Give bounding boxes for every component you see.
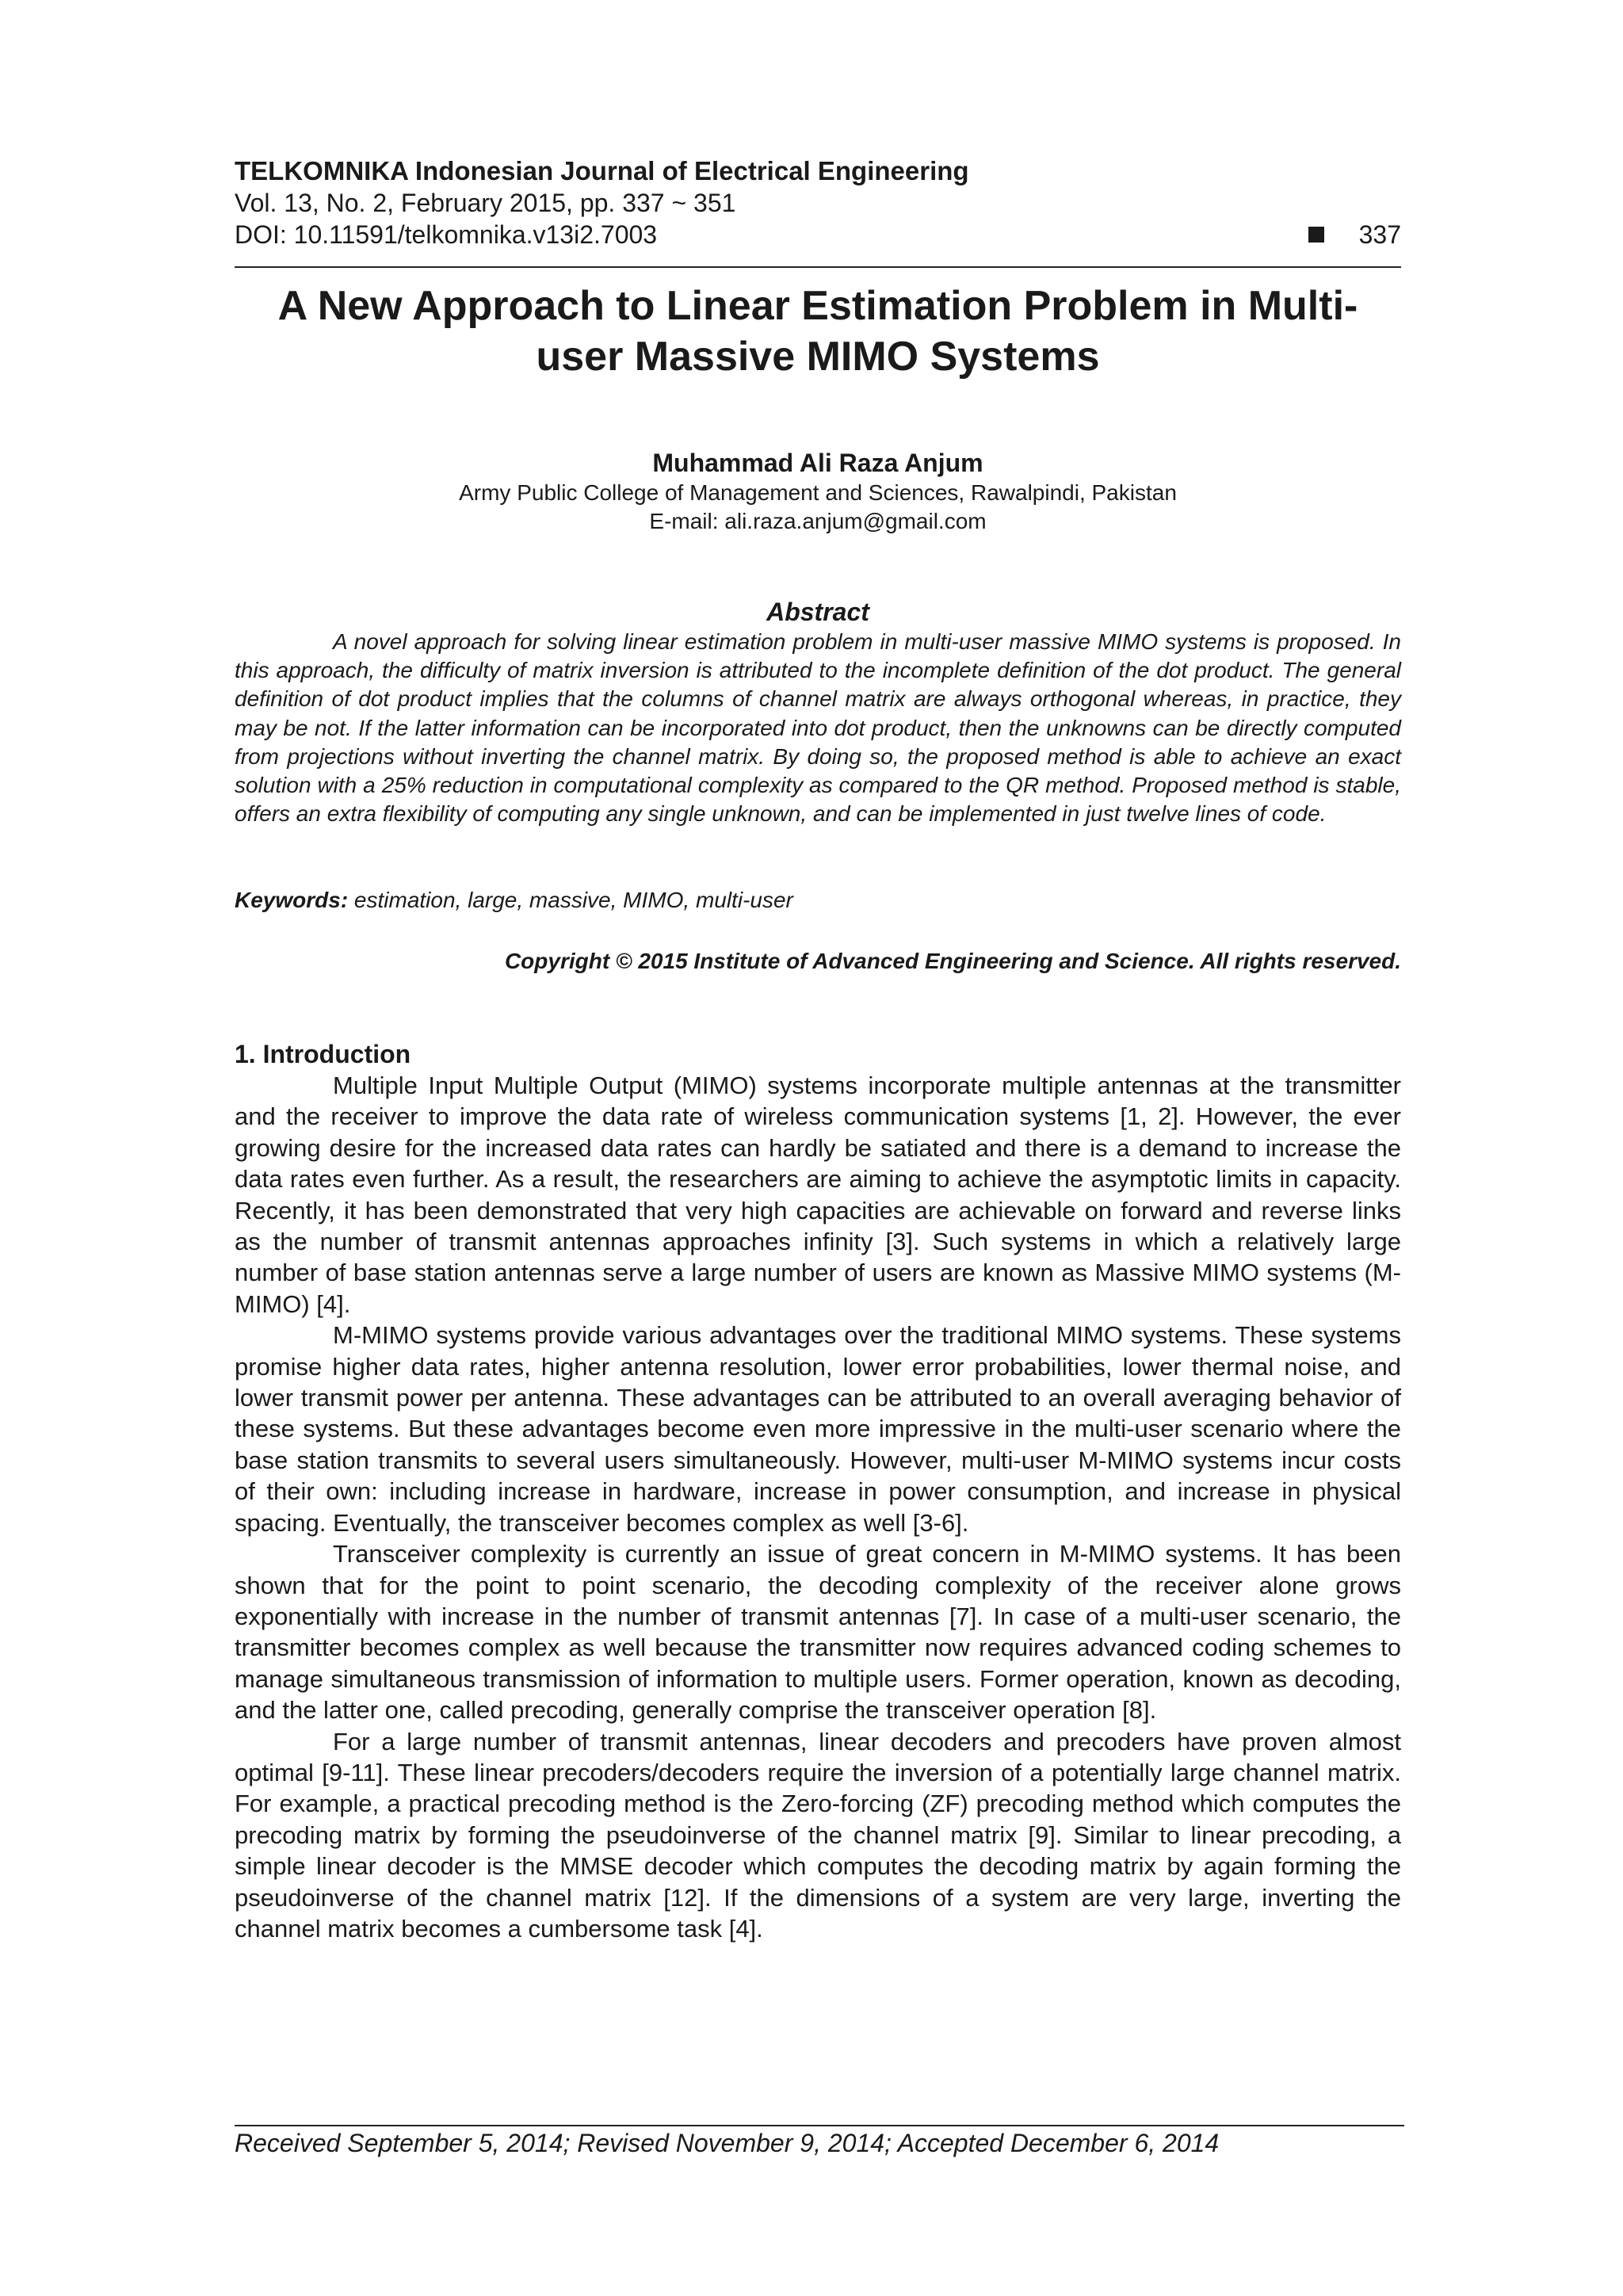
footer-rule xyxy=(235,2125,1404,2126)
keywords-text: estimation, large, massive, MIMO, multi-user xyxy=(348,888,793,912)
journal-volume: Vol. 13, No. 2, February 2015, pp. 337 ~ 351 xyxy=(235,189,736,217)
page-number: 337 xyxy=(1358,220,1401,249)
paragraph: For a large number of transmit antennas, linear decoders and precoders have proven almost optimal [9-11]. These linear precoders/decoders require the inversion of a potentially large channel matrix. For example, a practical precoding method is the Zero-forcing (ZF) precoding method which computes the precoding matrix by forming the pseudoinverse of the channel matrix [9]. Similar to linear precoding, a simple linear decoder is the MMSE decoder which computes the decoding matrix by again forming the pseudoinverse of the channel matrix [12]. If the dimensions of a system are very large, inverting the channel matrix becomes a cumbersome task [4]. xyxy=(235,1727,1401,1943)
journal-header xyxy=(235,155,1401,250)
author-block xyxy=(235,447,1401,536)
paragraph: Transceiver complexity is currently an issue of great concern in M-MIMO systems. It has been shown that for the point to point scenario, the decoding complexity of the receiver alone grows exponentially with increase in the number of transmit antennas [7]. In case of a multi-user scenario, the transmitter becomes complex as well because the transmitter now requires advanced coding schemes to manage simultaneous transmission of information to multiple users. Former operation, known as decoding, and the latter one, called precoding, generally comprise the transceiver operation [8]. xyxy=(235,1540,1401,1725)
section-heading: 1. Introduction xyxy=(235,1040,411,1068)
paper-title xyxy=(235,281,1401,382)
paragraph: Multiple Input Multiple Output (MIMO) systems incorporate multiple antennas at the transmitter and the receiver to improve the data rate of wireless communication systems [1, 2]. However, the ever growing desire for the increased data rates can hardly be satiated and there is a demand to increase the data rates even further. As a result, the researchers are aiming to achieve the asymptotic limits in capacity. Recently, it has been demonstrated that very high capacities are achievable on forward and reverse links as the number of transmit antennas approaches infinity [3]. Such systems in which a relatively large number of base station antennas serve a large number of users are known as Massive MIMO systems (M-MIMO) [4]. xyxy=(235,1072,1401,1318)
author-email: E-mail: ali.raza.anjum@gmail.com xyxy=(649,509,987,533)
title-line-1: A New Approach to Linear Estimation Problem in Multi- xyxy=(277,283,1358,329)
abstract-body: A novel approach for solving linear estimation problem in multi-user massive MIMO systems is proposed. In this approach, the difficulty of matrix inversion is attributed to the incomplete definition of the dot product. The general definition of dot product implies that the columns of channel matrix are always orthogonal whereas, in practice, they may be not. If the latter information can be incorporated into dot product, then the unknowns can be directly computed from projections without inverting the channel matrix. By doing so, the proposed method is able to achieve an exact solution with a 25% reduction in computational complexity as compared to the QR method. Proposed method is stable, offers an extra flexibility of computing any single unknown, and can be implemented in just twelve lines of code. xyxy=(235,629,1401,827)
author-affiliation: Army Public College of Management and Sciences, Rawalpindi, Pakistan xyxy=(459,480,1177,505)
keywords xyxy=(235,886,1401,915)
page-number-group xyxy=(1308,220,1401,250)
square-bullet-icon xyxy=(1308,227,1324,243)
doi-row xyxy=(235,219,1401,250)
abstract-heading: Abstract xyxy=(766,598,869,626)
copyright-notice: Copyright © 2015 Institute of Advanced Engineering and Science. All rights reserved. xyxy=(504,949,1401,973)
received-dates: Received September 5, 2014; Revised November 9, 2014; Accepted December 6, 2014 xyxy=(235,2129,1220,2157)
title-line-2: user Massive MIMO Systems xyxy=(536,334,1100,380)
abstract-section xyxy=(235,596,1401,828)
keywords-label: Keywords: xyxy=(235,888,349,912)
journal-doi: DOI: 10.11591/telkomnika.v13i2.7003 xyxy=(235,220,658,249)
header-rule xyxy=(235,266,1401,268)
paragraph: M-MIMO systems provide various advantages over the traditional MIMO systems. These systems promise higher data rates, higher antenna resolution, lower error probabilities, lower thermal noise, and lower transmit power per antenna. These advantages can be attributed to an overall averaging behavior of these systems. But these advantages become even more impressive in the multi-user scenario where the base station transmits to several users simultaneously. However, multi-user M-MIMO systems incur costs of their own: including increase in hardware, increase in power consumption, and increase in physical spacing. Eventually, the transceiver becomes complex as well [3-6]. xyxy=(235,1321,1401,1537)
journal-name: TELKOMNIKA Indonesian Journal of Electrical Engineering xyxy=(235,156,969,185)
introduction-section xyxy=(235,1038,1401,1944)
author-name: Muhammad Ali Raza Anjum xyxy=(652,449,983,477)
